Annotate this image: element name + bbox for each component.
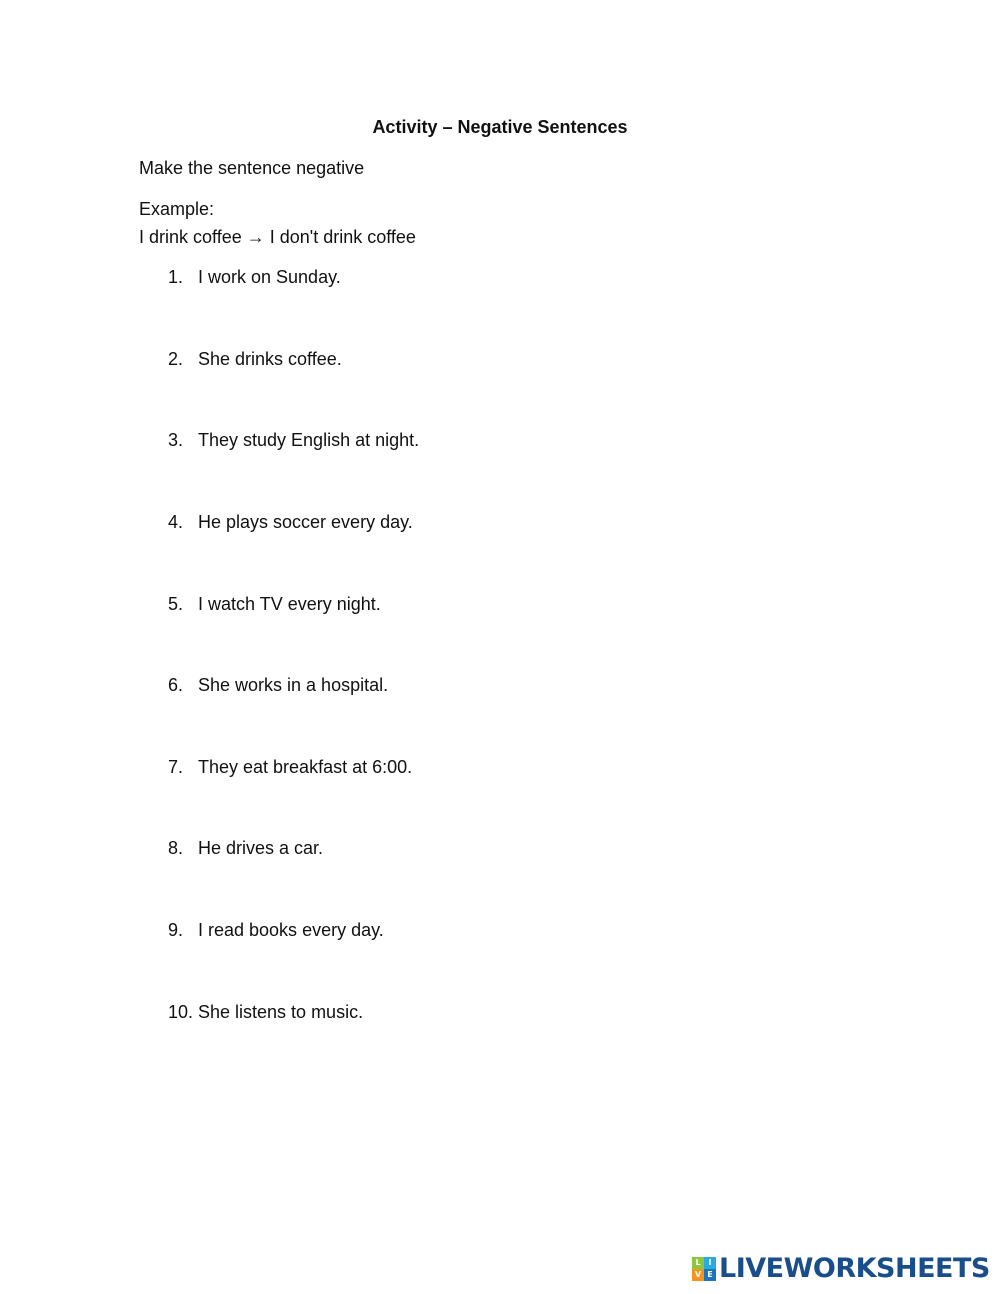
exercise-number: 6. [168, 675, 184, 695]
exercise-number: 8. [168, 838, 184, 858]
exercise-number: 1. [168, 267, 184, 287]
exercise-item [168, 349, 342, 370]
liveworksheets-brand [692, 1254, 990, 1284]
example-label: Example: [139, 199, 215, 219]
exercise-text: She listens to music. [198, 1002, 364, 1022]
instruction-text: Make the sentence negative [139, 158, 365, 178]
exercise-item [168, 512, 413, 533]
logo-letter: E [704, 1269, 716, 1281]
exercise-item [168, 594, 381, 615]
exercise-item [168, 757, 412, 778]
brand-name: LIVEWORKSHEETS [719, 1253, 990, 1284]
logo-letter: V [692, 1269, 704, 1281]
exercise-item [168, 920, 384, 941]
exercise-text: She works in a hospital. [198, 675, 389, 695]
exercise-number: 10. [168, 1002, 194, 1022]
logo-letter: L [692, 1257, 704, 1269]
exercise-number: 2. [168, 349, 184, 369]
exercise-item [168, 430, 419, 451]
exercise-number: 7. [168, 757, 184, 777]
exercise-number: 3. [168, 430, 184, 450]
logo-letter: I [704, 1257, 716, 1269]
exercise-number: 4. [168, 512, 184, 532]
exercise-text: They study English at night. [198, 430, 420, 450]
exercise-item [168, 1002, 363, 1023]
exercise-item [168, 675, 388, 696]
exercise-text: He drives a car. [198, 838, 324, 858]
exercise-text: I watch TV every night. [198, 594, 381, 614]
exercise-number: 5. [168, 594, 184, 614]
exercise-text: He plays soccer every day. [198, 512, 413, 532]
exercise-number: 9. [168, 920, 184, 940]
liveworksheets-logo-icon [692, 1257, 716, 1281]
exercise-item [168, 838, 323, 859]
page-title: Activity – Negative Sentences [372, 117, 628, 137]
exercise-text: They eat breakfast at 6:00. [198, 757, 413, 777]
exercise-text: I work on Sunday. [198, 267, 341, 287]
exercise-text: She drinks coffee. [198, 349, 342, 369]
exercise-item [168, 267, 341, 288]
example-sentence: I drink coffee → I don't drink coffee [139, 227, 416, 247]
exercise-text: I read books every day. [198, 920, 384, 940]
